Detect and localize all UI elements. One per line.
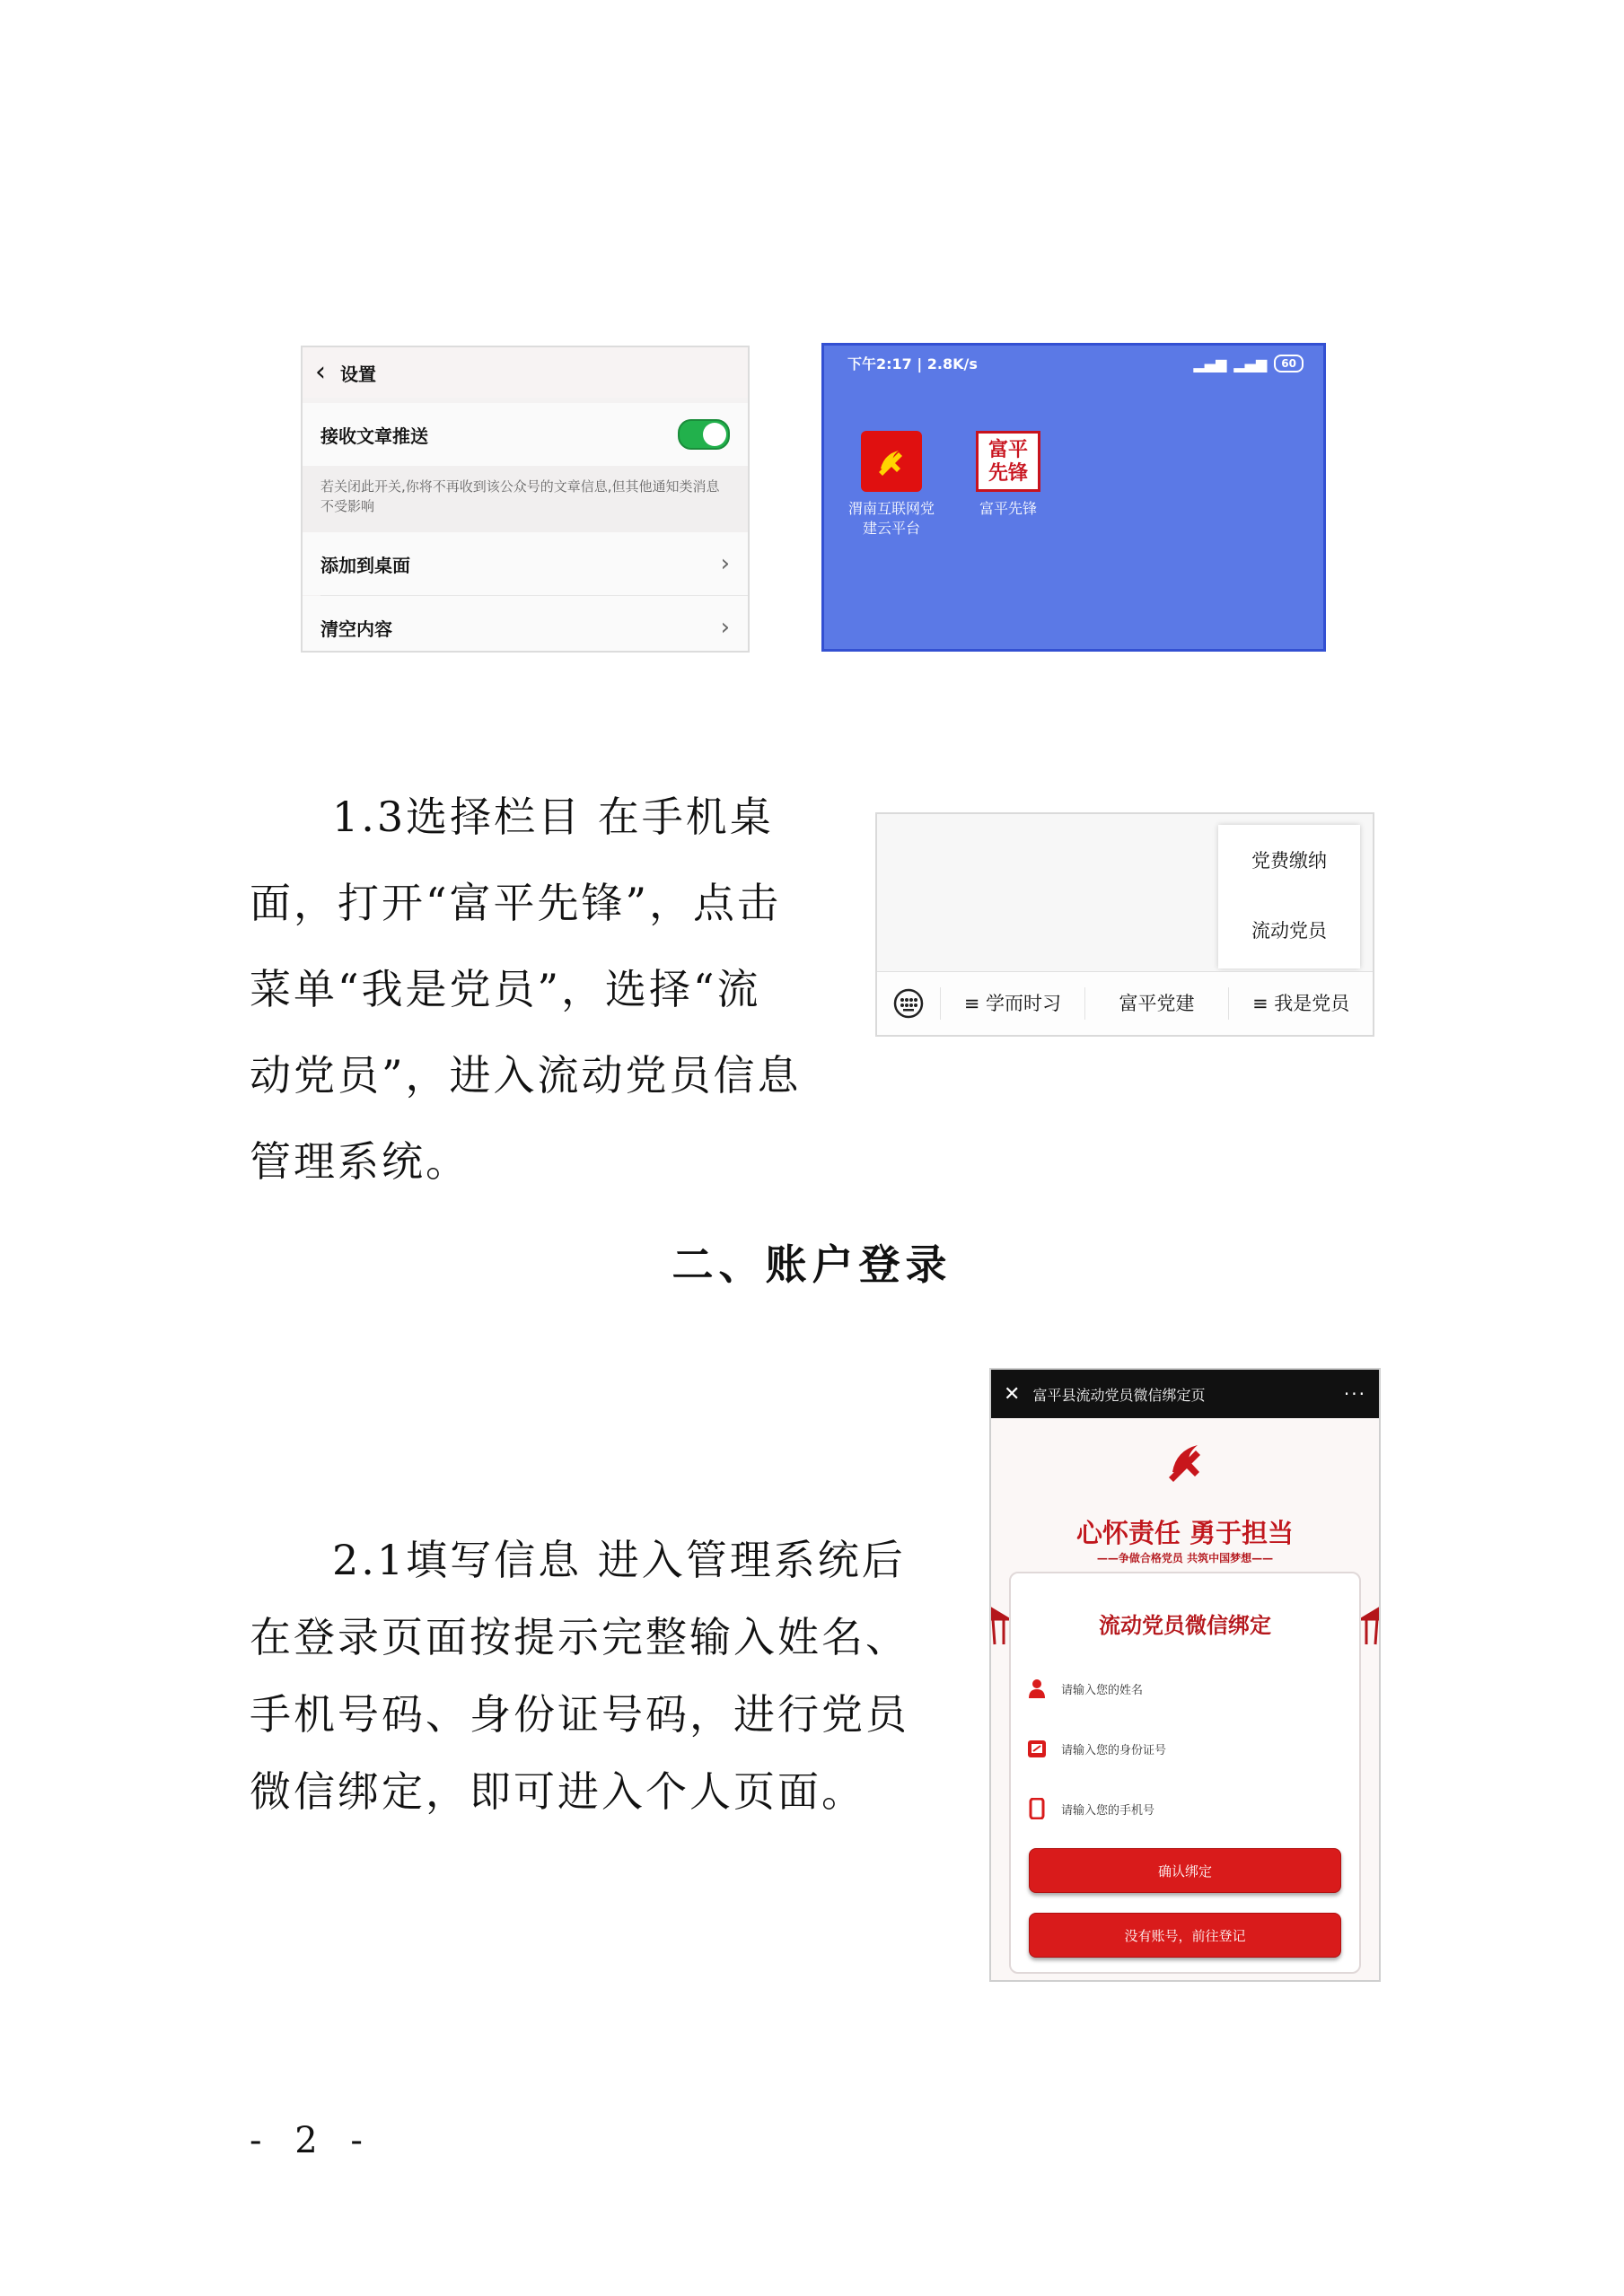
add-desktop-label: 添加到桌面 [320,554,410,576]
submenu-popup [1218,825,1360,968]
keyboard-icon[interactable] [877,987,940,1020]
chevron-right-icon: › [720,550,730,577]
party-emblem-icon [1160,1434,1214,1492]
phone-icon [1025,1797,1049,1820]
decoration-pavilion-right [1359,1599,1379,1653]
id-card-icon [1025,1737,1049,1760]
app-weinan-party-cloud[interactable] [842,431,941,539]
login-topbar [991,1370,1379,1418]
login-page-title: 富平县流动党员微信绑定页 [1032,1386,1206,1404]
menu-item-mobile-member[interactable]: 流动党员 [1251,920,1327,942]
clear-content-label: 清空内容 [320,618,392,640]
signal-icon: ▂▄▆ [1233,355,1268,372]
para2-line2: 在登录页面按提示完整输入姓名、 [250,1613,909,1661]
menu-item-party-fee[interactable]: 党费缴纳 [1251,850,1327,872]
fuping-logo-text: 富平先锋 [988,438,1028,485]
para1-line1: 1.3选择栏目 在手机桌 [332,793,774,841]
phone-field[interactable] [1025,1791,1345,1827]
user-icon [1025,1677,1049,1700]
subslogan: ——争做合格党员 共筑中国梦想—— [1096,1552,1274,1564]
status-bar [847,353,1304,374]
tab-study[interactable]: ≡ 学而时习 [940,987,1084,1020]
party-emblem-icon [861,431,922,492]
register-button[interactable]: 没有账号，前往登记 [1029,1913,1341,1958]
tab-fuping-party[interactable]: 富平党建 [1084,987,1229,1020]
para1-line4: 动党员”，进入流动党员信息 [250,1051,802,1100]
para2-line4: 微信绑定，即可进入个人页面。 [250,1767,865,1816]
para1-line5: 管理系统。 [250,1137,470,1186]
decoration-pavilion-left [991,1599,1011,1653]
signal-icon: ▂▄▆ [1193,355,1227,372]
para1-line3: 菜单“我是党员”，选择“流 [250,965,761,1013]
receive-push-row[interactable] [303,403,748,466]
battery-icon: 60 [1274,355,1304,372]
settings-header [303,347,748,398]
id-placeholder: 请输入您的身份证号 [1061,1743,1167,1757]
receive-push-toggle[interactable] [678,419,730,450]
clear-content-row[interactable] [303,596,748,653]
status-time: 下午2:17 | 2.8K/s [847,355,978,372]
app-fuping-xianfeng[interactable] [959,431,1058,519]
card-title: 流动党员微信绑定 [1099,1613,1271,1638]
wechat-menu-screenshot [875,812,1374,1037]
add-desktop-row[interactable] [303,532,748,595]
app-label: 富平先锋 [979,500,1037,517]
back-chevron-icon[interactable]: ‹ [315,356,326,388]
chevron-right-icon: › [720,614,730,641]
push-note: 若关闭此开关,你将不再收到该公众号的文章信息,但其他通知类消息不受影响 [303,466,748,532]
tab-i-am-member[interactable]: ≡ 我是党员 [1228,987,1373,1020]
para2-line1: 2.1填写信息 进入管理系统后 [332,1536,906,1584]
paragraph-select-column [250,774,806,1205]
name-field[interactable] [1025,1670,1345,1706]
binding-card [1009,1572,1361,1974]
para1-line2: 面，打开“富平先锋”，点击 [250,879,782,927]
paragraph-fill-info [250,1521,932,1830]
app-label: 渭南互联网党建云平台 [847,500,935,537]
settings-screenshot [301,346,750,653]
confirm-bind-button[interactable]: 确认绑定 [1029,1848,1341,1893]
id-card-field[interactable] [1025,1731,1345,1766]
phone-desktop-screenshot [821,343,1326,652]
para2-line3: 手机号码、身份证号码，进行党员 [250,1690,909,1739]
receive-push-label: 接收文章推送 [320,425,428,447]
more-icon[interactable]: ··· [1343,1383,1366,1405]
section-heading: 二、账户登录 [672,1240,952,1289]
page-number: - 2 - [250,2120,373,2161]
login-screenshot [989,1368,1381,1982]
slogan: 心怀责任 勇于担当 [1075,1518,1295,1548]
fuping-logo-icon [976,431,1040,492]
phone-placeholder: 请输入您的手机号 [1061,1803,1155,1818]
settings-title: 设置 [340,363,376,385]
bottom-menu-bar [877,971,1373,1035]
close-icon[interactable]: ✕ [1004,1382,1021,1406]
name-placeholder: 请输入您的姓名 [1061,1683,1144,1697]
